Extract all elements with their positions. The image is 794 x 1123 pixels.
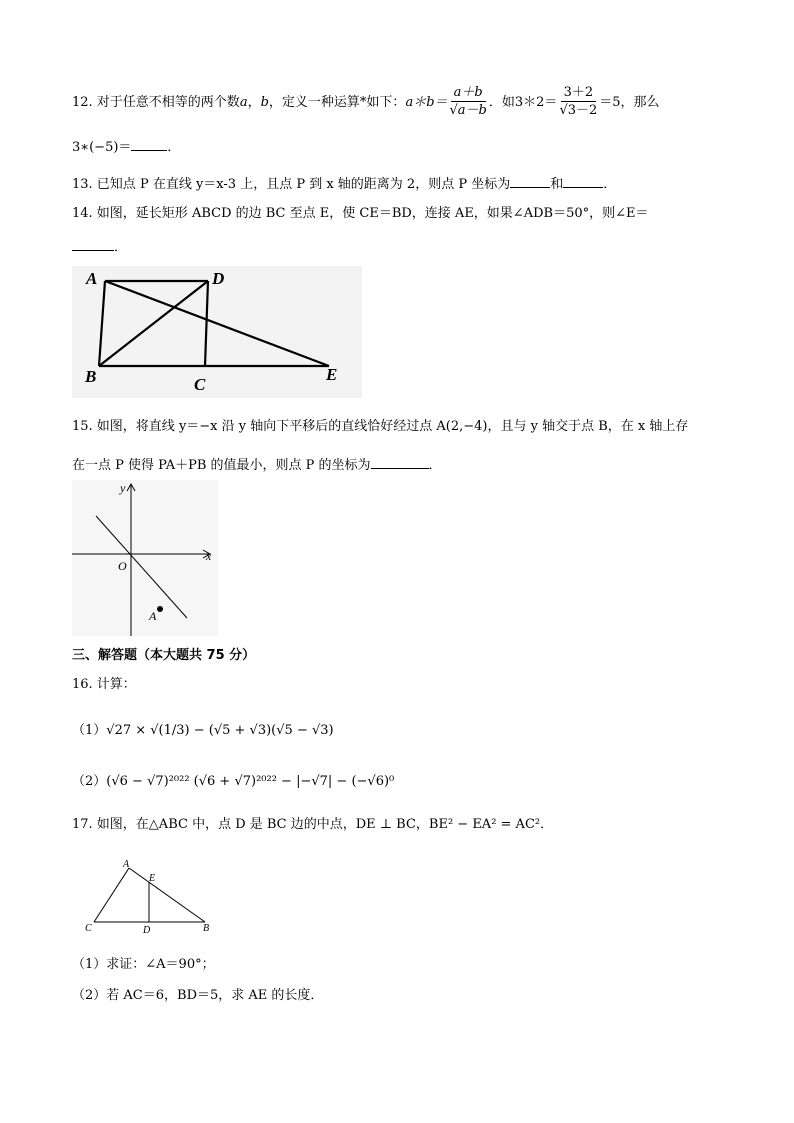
q12-sep: ，: [247, 94, 261, 110]
q16-p2-expression: (√6 − √7)²⁰²² (√6 + √7)²⁰²² − |−√7| − (−√6)⁰: [106, 774, 395, 789]
q15-text2: 在一点 P 使得 PA＋PB 的值最小，则点 P 的坐标为: [72, 458, 371, 473]
answer-blank[interactable]: [131, 138, 167, 151]
label-x: x: [206, 549, 212, 563]
q16-part1: [72, 724, 334, 737]
q12-ex-num: 3＋2: [561, 86, 597, 102]
q15-coordinate-figure: [72, 480, 218, 636]
label-b: B: [85, 367, 97, 386]
answer-blank[interactable]: [72, 238, 114, 251]
label-e: E: [149, 873, 156, 884]
segment-ab: [129, 868, 205, 922]
figure-background: [72, 480, 218, 636]
q12-frac-den: √a－b: [449, 103, 487, 119]
label-e: E: [326, 365, 338, 384]
q12-var-a: a: [239, 94, 248, 110]
q15-end: ．: [428, 458, 442, 473]
q16-p1-label: （1）: [72, 723, 107, 738]
q12-var-b: b: [260, 94, 269, 110]
q12-text-b: ，定义一种运算*如下：: [268, 94, 406, 110]
q12-line1: [72, 86, 660, 119]
q12-example-fraction: [559, 86, 597, 119]
q12-end: ．: [167, 140, 181, 155]
label-a: A: [86, 269, 98, 288]
q17-part1: [72, 958, 215, 971]
q17-p1-text: （1）求证：∠A＝90°；: [72, 957, 215, 972]
q14-line1: [72, 207, 649, 220]
q12-line2-expr: 3∗(−5)＝: [72, 140, 132, 155]
q17-text: 17. 如图，在△ABC 中，点 D 是 BC 边的中点，DE ⊥ BC，BE² − EA² = AC²．: [72, 817, 554, 832]
q14-figure: [72, 266, 362, 398]
label-c: C: [85, 923, 92, 934]
q15-line2: [72, 456, 442, 472]
q12-example-rhs: ＝5: [599, 94, 621, 110]
answer-blank[interactable]: [563, 175, 603, 188]
label-y: y: [120, 481, 126, 495]
q12-text-c: ．如: [488, 94, 515, 110]
q16-p2-label: （2）: [72, 774, 107, 789]
section-3-title: [72, 649, 255, 662]
q16-p1-expression: √27 × √(1/3) − (√5 + √3)(√5 − √3): [106, 723, 334, 738]
q12-line2: [72, 138, 180, 154]
q17-line1: [72, 818, 553, 831]
label-d: D: [212, 269, 225, 288]
q14-line2: [72, 238, 127, 254]
q16-part2: [72, 775, 394, 788]
point-a: [157, 606, 163, 612]
section-3-title-text: 三、解答题（本大题共 75 分）: [72, 648, 256, 663]
q15-line1: [72, 420, 688, 433]
label-c: C: [194, 375, 206, 394]
answer-blank[interactable]: [371, 456, 429, 469]
label-a: A: [123, 859, 130, 870]
q14-end: ．: [114, 240, 128, 255]
q13-text: 13. 已知点 P 在直线 y＝x-3 上，且点 P 到 x 轴的距离为 2，则点 P 坐标为: [72, 177, 511, 192]
q12-ex-den: √3－2: [559, 103, 598, 119]
segment-ca: [94, 868, 129, 922]
q13-end: ．: [603, 177, 617, 192]
label-b: B: [203, 923, 210, 934]
q12-text-d: ，那么: [620, 94, 660, 110]
answer-blank[interactable]: [510, 175, 550, 188]
q12-fraction: [450, 86, 487, 119]
q12-frac-num: a＋b: [451, 86, 486, 102]
q17-triangle-figure: [82, 856, 222, 938]
q14-text: 14. 如图，延长矩形 ABCD 的边 BC 至点 E，使 CE＝BD，连接 AE，如果∠ADB＝50°，则∠E＝: [72, 206, 649, 221]
q16-title-text: 16. 计算：: [72, 677, 136, 692]
label-o: O: [118, 559, 127, 573]
q15-text: 15. 如图，将直线 y＝−x 沿 y 轴向下平移后的直线恰好经过点 A(2,−4)，且与 y 轴交于点 B，在 x 轴上存: [72, 419, 689, 434]
label-a: A: [149, 609, 157, 623]
q12-op-lhs: a＊b＝: [405, 94, 448, 110]
q17-p2-text: （2）若 AC＝6，BD＝5，求 AE 的长度．: [72, 988, 324, 1003]
q16-title: [72, 678, 136, 691]
q12-example-lhs: 3＊2＝: [514, 94, 558, 110]
q13-mid: 和: [550, 177, 564, 192]
q12-text-a: 12. 对于任意不相等的两个数: [72, 94, 240, 110]
label-d: D: [143, 925, 151, 936]
q13-line: [72, 175, 616, 191]
q17-part2: [72, 989, 323, 1002]
